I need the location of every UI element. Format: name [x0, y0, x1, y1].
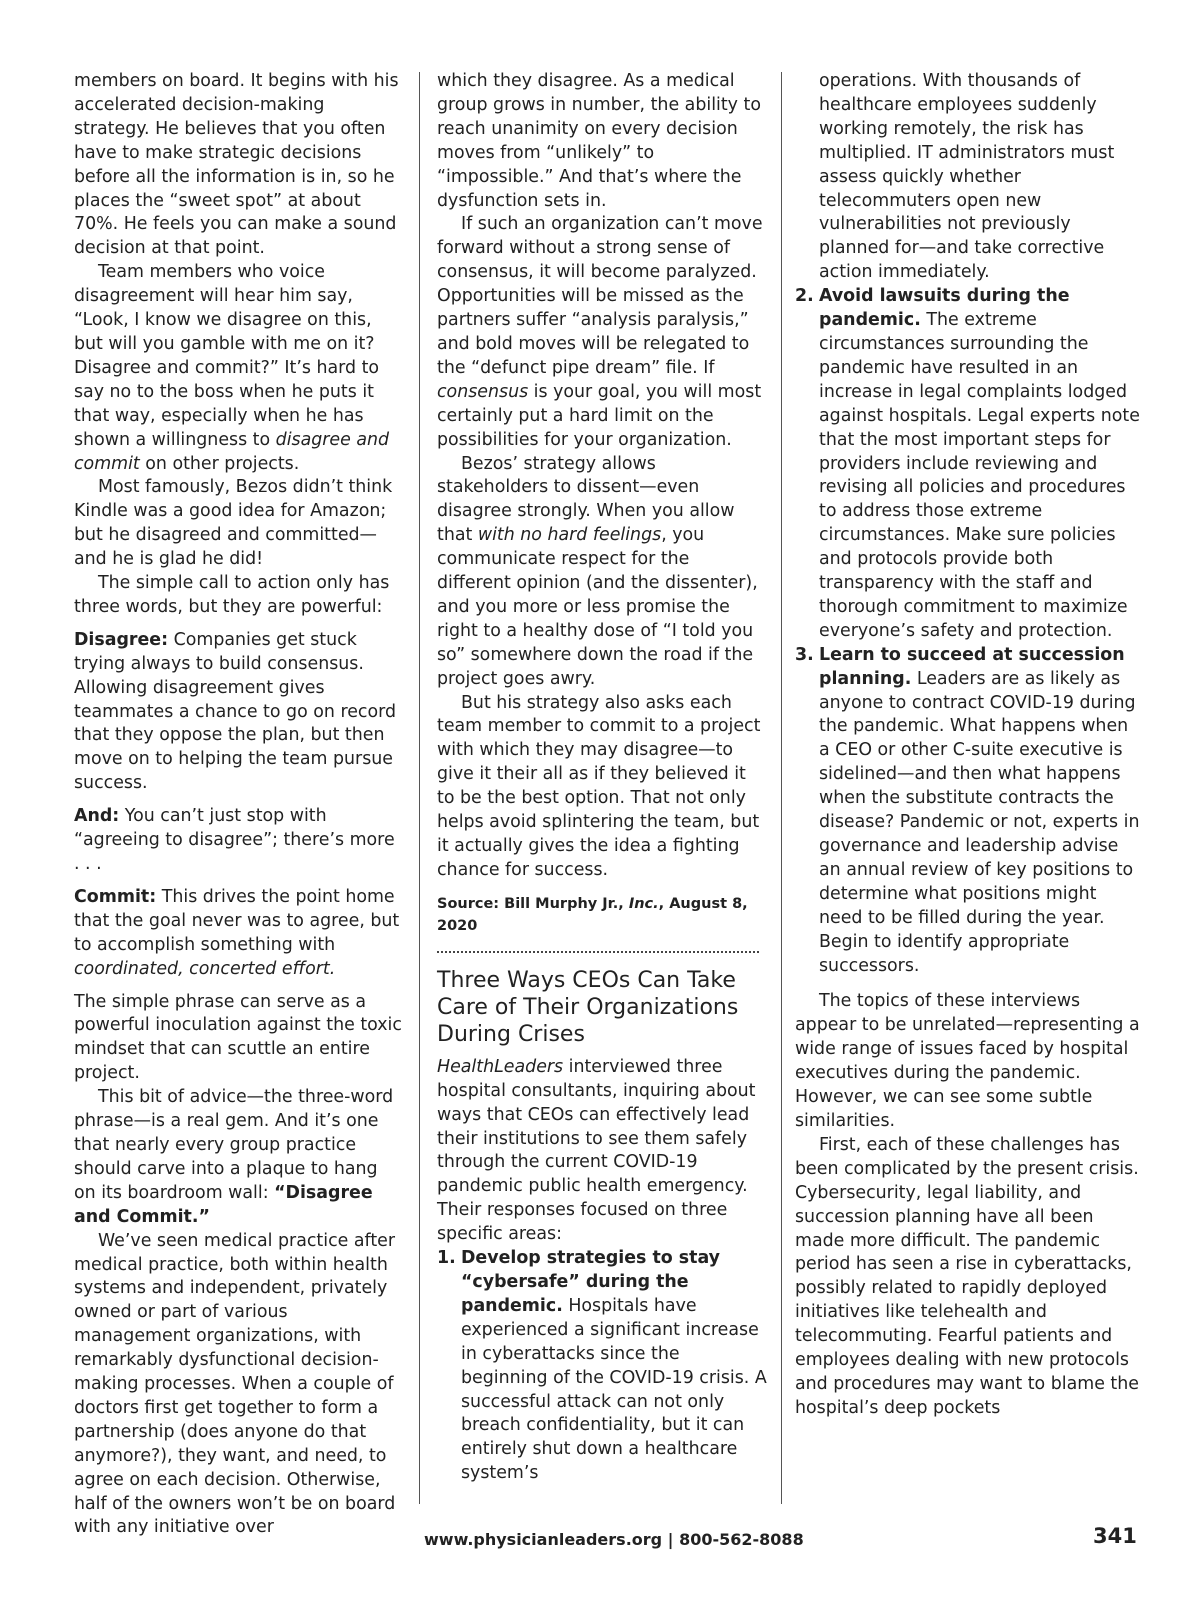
paragraph: But his strategy also asks each team member to commit to a project with which they may disagree—to give it their all as if they believed it to be the best option. That not only helps avoid splintering the team, but it actually gives the idea a fighting chance for success. — [437, 692, 761, 880]
paragraph: This bit of advice—the three-word phrase—is a real gem. And it’s one that nearly every group practice should carve into a plaque to hang on its boardroom wall: “Disagree and Commit.” — [74, 1087, 394, 1227]
paragraph: The topics of these interviews appear to be unrelated—representing a wide range of issues faced by hospital executives during the pandemic. However, we can see some subtle similarities. — [795, 991, 1140, 1131]
paragraph: The simple phrase can serve as a powerful inoculation against the toxic mindset that can scuttle an entire project. — [74, 991, 402, 1084]
list-item: 1. Develop strategies to stay “cybersafe” during the pandemic. Hospitals have experienced a significant increase in cyberattacks since the beginning of the COVID-19 crisis. A successful attack can not only breach confidentiality, but it can entirely shut down a healthcare system’s — [437, 1248, 767, 1484]
paragraph: First, each of these challenges has been complicated by the present crisis. Cybersecurity, legal liability, and succession planning have all been made more difficult. The pandemic period has seen a rise in cyberattacks, possibly related to rapidly deployed initiatives like telehealth and telecommuting. Fearful patients and employees dealing with new protocols and procedures may want to blame the hospital’s deep pockets — [795, 1134, 1139, 1418]
footer-website-phone: www.physicianleaders.org | 800-562-8088 — [424, 1530, 804, 1549]
paragraph: HealthLeaders interviewed three hospital consultants, inquiring about ways that CEOs can effectively lead their institutions to see them safely through the current COVID-19 pandemic public health emergency. Their responses focused on three specific areas: — [437, 1056, 756, 1245]
paragraph: Bezos’ strategy allows stakeholders to dissent—even disagree strongly. When you allow that with no hard feelings, you communicate respect for the different opinion (and the dissenter), and you more or less promise the right to a healthy dose of “I told you so” somewhere down the road if the project goes awry. — [437, 453, 758, 689]
column-divider — [419, 72, 420, 1504]
definition-commit: Commit: This drives the point home that the goal never was to agree, but to accomplish something with coordinated, concerted effort. — [74, 886, 400, 979]
definition-and: And: You can’t just stop with “agreeing to disagree”; there’s more . . . — [74, 806, 395, 874]
paragraph: The simple call to action only has three words, but they are powerful: — [74, 573, 390, 617]
dotted-divider — [437, 951, 759, 953]
column-left — [74, 70, 404, 1538]
paragraph: We’ve seen medical practice after medical practice, both within health systems and independent, privately owned or part of various management organizations, with remarkably dysfunctional decision-making processes. When a couple of doctors first get together to form a partnership (does anyone do that anymore?), they want, and need, to agree on each decision. Otherwise, half of the owners won’t be on board with any initiative over — [74, 1230, 396, 1538]
paragraph: If such an organization can’t move forward without a strong sense of consensus, it will become paralyzed. Opportunities will be missed as the partners suffer “analysis paralysis,” and bold moves will be relegated to the “defunct pipe dream” file. If consensus is your goal, you will most certainly put a hard limit on the possibilities for your organization. — [437, 214, 763, 450]
list-item: 2. Avoid lawsuits during the pandemic. The extreme circumstances surrounding the pandemic have resulted in an increase in legal complaints lodged against hospitals. Legal experts note that the most important steps for providers include reviewing and revising all policies and procedures to address those extreme circumstances. Make sure policies and protocols provide both transparency with the staff and thorough commitment to maximize everyone’s safety and protection. — [795, 286, 1140, 641]
section-heading: Three Ways CEOs Can Take Care of Their Organizations During Crises — [437, 967, 739, 1047]
definition-disagree: Disagree: Companies get stuck trying always to build consensus. Allowing disagreement gives teammates a chance to go on record that they oppose the plan, but then move on to helping the team pursue success. — [74, 629, 396, 794]
list-item-continued: operations. With thousands of healthcare employees suddenly working remotely, the risk has multiplied. IT administrators must assess quickly whether telecommuters open new vulnerabilities not previously planned for—and take corrective action immediately. — [819, 71, 1115, 283]
column-divider — [781, 72, 782, 1504]
paragraph: which they disagree. As a medical group grows in number, the ability to reach unanimity on every decision moves from “unlikely” to “impossible.” And that’s where the dysfunction sets in. — [437, 71, 761, 211]
source-citation: Source: Bill Murphy Jr., Inc., August 8, 2020 — [437, 895, 748, 934]
column-middle — [437, 70, 767, 1520]
list-item: 3. Learn to succeed at succession planning. Leaders are as likely as anyone to contract COVID-19 during the pandemic. What happens when a CEO or other C-suite executive is sidelined—and then what happens when the substitute contracts the disease? Pandemic or not, experts in governance and leadership advise an annual review of key positions to determine what positions might need to be filled during the year. Begin to identify appropriate successors. — [795, 644, 1140, 976]
column-right — [795, 70, 1140, 1520]
numbered-list — [795, 70, 1140, 978]
paragraph: Most famously, Bezos didn’t think Kindle was a good idea for Amazon; but he disagreed and committed—and he is glad he did! — [74, 477, 393, 570]
numbered-list — [437, 1247, 767, 1486]
page-number: 341 — [1093, 1524, 1137, 1548]
paragraph: members on board. It begins with his accelerated decision-making strategy. He believes that you often have to make strategic decisions before all the information is in, so he places the “sweet spot” at about 70%. He feels you can make a sound decision at that point. — [74, 71, 399, 259]
paragraph: Team members who voice disagreement will hear him say, “Look, I know we disagree on this, but will you gamble with me on it? Disagree and commit?” It’s hard to say no to the boss when he puts it that way, especially when he has shown a willingness to disagree and commit on other projects. — [74, 262, 390, 474]
